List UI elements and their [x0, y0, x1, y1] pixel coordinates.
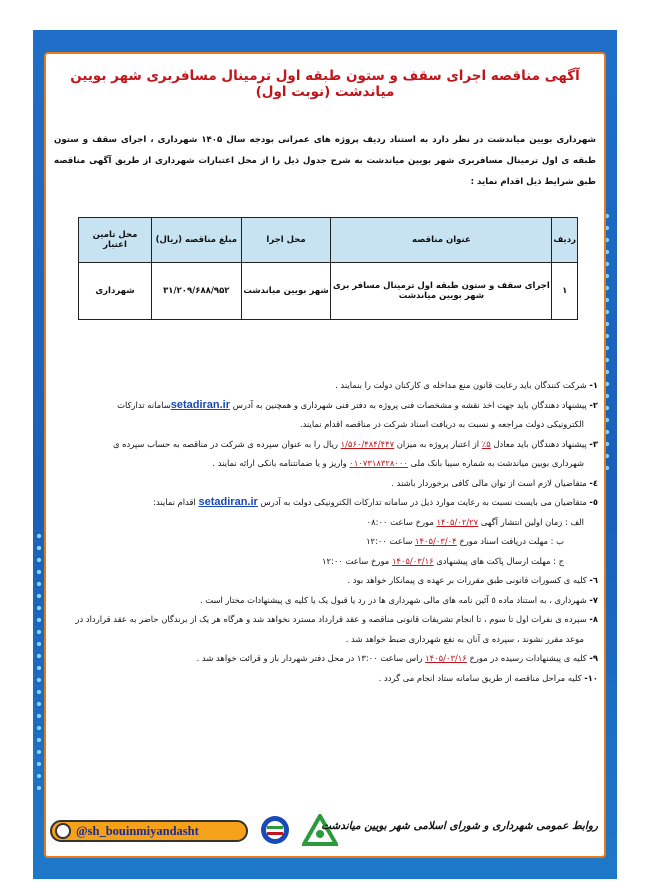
- table-row: [79, 263, 578, 320]
- schedule-jim: [52, 552, 598, 572]
- cell-row-num: ۱: [552, 263, 578, 320]
- schedule-date: ۱۴۰۵/۰۳/۱۶: [391, 555, 434, 566]
- condition-text: از اعتبار پروژه به میزان: [396, 438, 480, 449]
- condition-number: ٥-: [589, 497, 598, 507]
- notice-intro: شهرداری بویین میاندشت در نظر دارد به استناد ردیف پروژه های عمرانی بودجه سال ۱۴۰۵ شهرداری ، اجرای سقف و ستون طبقه ی اول ترمینال مسافربری شهر بویین میاندشت به شرح جدول ذیل را از محل اعتبارات شهرداری از طریق آگهی مناقصه طبق شرایط ذیل اقدام نماید :: [54, 135, 596, 187]
- condition-2: [52, 396, 598, 416]
- condition-3: [52, 435, 598, 455]
- notice-paper: [44, 52, 606, 858]
- cell-amount: ۳۱/۲۰۹/۶۸۸/۹۵۲: [151, 263, 241, 320]
- condition-text: متقاضیان لازم است از توان مالی کافی برخوردار باشند .: [391, 477, 587, 488]
- table-header-row: [79, 218, 578, 263]
- header-row-num: ردیف: [552, 218, 578, 263]
- notice-title: آگهی مناقصه اجرای سقف و ستون طبقه اول ترمینال مسافربری شهر بویین میاندشت (نوبت اول): [70, 68, 580, 100]
- schedule-be: [52, 532, 598, 552]
- condition-5: [52, 493, 598, 513]
- header-title: عنوان مناقصه: [331, 218, 552, 263]
- condition-text: شرکت کنندگان باید رعایت قانون منع مداخله ی کارکنان دولت را بنمایند .: [335, 380, 587, 390]
- cell-title: اجرای سقف و ستون طبقه اول ترمینال مسافر بری شهر بویین میاندشت: [331, 263, 552, 320]
- condition-text: کلیه ی پیشنهادات رسیده در مورخ: [469, 653, 587, 663]
- condition-8-cont: موعد مقرر نشوند ، سپرده ی آنان به نفع شهرداری ضبط خواهد شد .: [345, 633, 584, 644]
- schedule-label: ج : مهلت ارسال پاکت های پیشنهادی: [436, 555, 564, 566]
- condition-10: [52, 669, 598, 689]
- condition-number: ٨-: [589, 614, 598, 624]
- header-location: محل اجرا: [241, 218, 331, 263]
- setadiran-link[interactable]: setadiran.ir: [198, 496, 258, 508]
- condition-number: ١٠-: [584, 672, 598, 683]
- condition-number: ٧-: [589, 594, 598, 605]
- condition-2-cont: الکترونیکی دولت مراجعه و نسبت به دریافت اسناد شرکت در مناقصه اقدام نمایند.: [299, 419, 584, 429]
- schedule-label: ب : مهلت دریافت اسناد مورخ: [459, 536, 564, 546]
- condition-4: [52, 474, 598, 494]
- condition-7: [52, 591, 598, 611]
- condition-8: [52, 610, 598, 630]
- schedule-time: مورخ ساعت ۱۲:۰۰: [322, 555, 390, 566]
- instagram-handle: @sh_bouinmiyandasht: [76, 824, 199, 838]
- condition-text: کلیه مراحل مناقصه از طریق سامانه ستاد انجام می گردد .: [378, 672, 582, 683]
- condition-9: [52, 649, 598, 669]
- cell-funding: شهرداری: [79, 263, 152, 320]
- condition-number: ۱-: [589, 380, 598, 390]
- schedule-time: مورخ ساعت ۰۸:۰۰: [366, 516, 434, 527]
- condition-text: واریز و یا ضمانتنامه بانکی ارائه نمایند .: [212, 458, 347, 468]
- schedule-date: ۱۴۰۵/۰۳/۰۴: [415, 536, 457, 546]
- deposit-percent: ۵٪: [481, 438, 491, 449]
- schedule-date: ۱۴۰۵/۰۲/۲۷: [436, 516, 479, 527]
- national-emblem-icon: [254, 814, 296, 848]
- header-amount: مبلغ مناقصه (ریال): [151, 218, 241, 263]
- condition-text: ریال را به عنوان سپرده ی شرکت در مناقصه به حساب سپرده ی: [112, 438, 338, 449]
- condition-text: متقاضیان می بایست نسبت به رعایت موارد ذیل در سامانه تدارکات الکترونیکی دولت به آدرس: [260, 497, 587, 507]
- condition-number: ٩-: [589, 653, 598, 663]
- condition-number: ۳-: [589, 438, 598, 449]
- schedule-alef: [52, 513, 598, 533]
- account-number: ۰۱۰۷۳۱۸۳۲۸۰۰۰: [349, 458, 408, 468]
- condition-text: کلیه ی کسورات قانونی طبق مقررات بر عهده ی پیمانکار خواهد بود .: [347, 575, 587, 585]
- public-relations-signature: روابط عمومی شهرداری و شورای اسلامی شهر بویین میاندشت: [321, 820, 598, 832]
- condition-text: پیشنهاد دهندگان باید جهت اخذ نقشه و مشخصات فنی پروژه به دفتر فنی شهرداری و همچنین به آدرس: [232, 399, 587, 410]
- opening-date: ۱۴۰۵/۰۳/۱۶: [425, 653, 467, 663]
- footer-bar: [48, 814, 602, 850]
- header-funding: محل تامین اعتبار: [79, 218, 152, 263]
- tender-table: [78, 217, 578, 320]
- condition-text: شهرداری بویین میاندشت به شماره سیبا بانک ملی: [410, 458, 584, 468]
- condition-1: [52, 376, 598, 396]
- condition-number: ۲-: [589, 399, 598, 410]
- condition-number: ٤-: [589, 477, 598, 488]
- instagram-badge[interactable]: [50, 820, 248, 842]
- condition-text: اقدام نمایند:: [153, 497, 196, 507]
- condition-3-cont: [52, 454, 598, 474]
- conditions-list: [52, 376, 598, 688]
- condition-text: پیشنهاد دهندگان باید معادل: [493, 438, 587, 449]
- setadiran-link[interactable]: setadiran.ir: [170, 398, 231, 411]
- condition-text: سپرده ی نفرات اول تا سوم ، تا انجام تشریفات قانونی مناقصه و عقد قرارداد مسترد نخواهد شد و هرگاه هر یک از برندگان حاضر به عقد قرارداد در: [75, 614, 587, 624]
- condition-text: سامانه تدارکات: [117, 399, 171, 410]
- schedule-time: ساعت ۱۲:۰۰: [366, 536, 413, 546]
- cell-location: شهر بویین میاندشت: [241, 263, 331, 320]
- condition-6: [52, 571, 598, 591]
- instagram-icon: [55, 823, 71, 839]
- condition-text: راس ساعت ۱۳:۰۰ در محل دفتر شهردار باز و قرائت خواهد شد .: [196, 653, 423, 663]
- schedule-label: الف : زمان اولین انتشار آگهی: [480, 516, 584, 527]
- condition-number: ٦-: [589, 575, 598, 585]
- condition-text: شهرداری ، به استناد ماده ٥ آئین نامه های مالی شهرداری ها در رد یا قبول یک یا کلیه ی پیشنهادات مختار است .: [199, 594, 587, 605]
- deposit-amount: ۱/۵۶۰/۴۸۴/۴۴۷: [340, 438, 395, 449]
